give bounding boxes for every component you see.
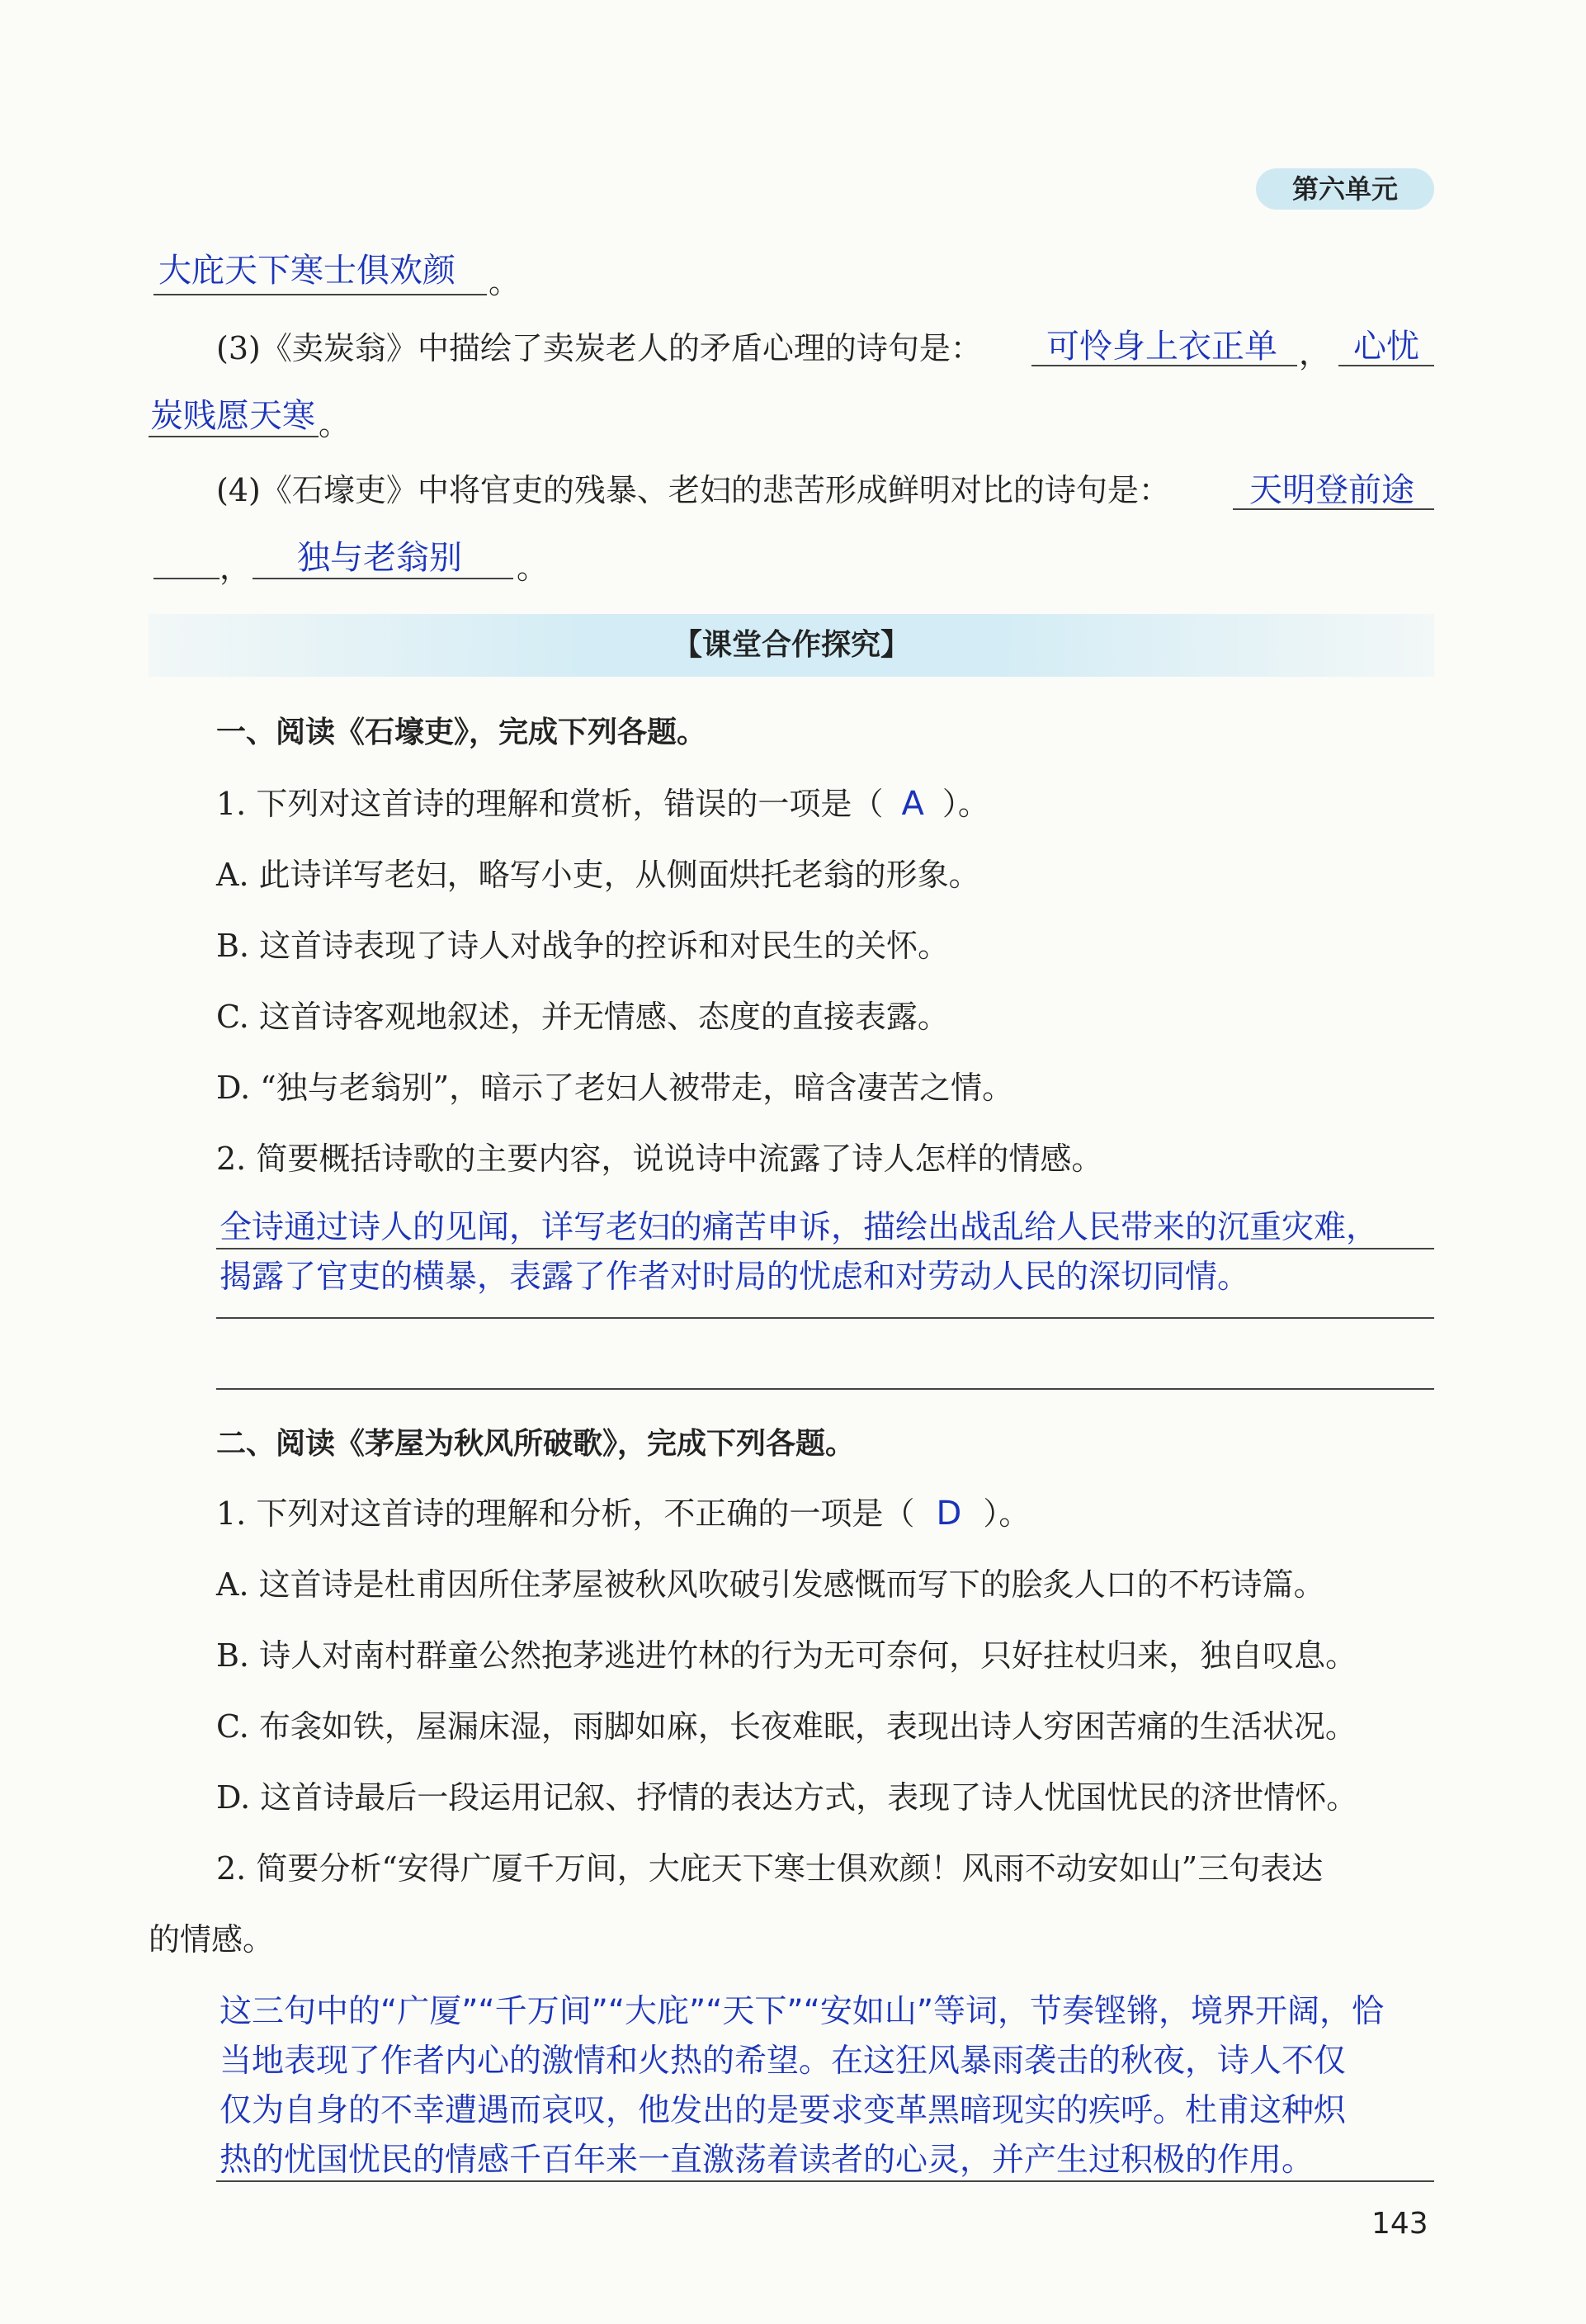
part1-heading: 一、阅读《石壕吏》，完成下列各题。 xyxy=(216,716,707,749)
prev-end: 。 xyxy=(489,264,521,300)
part1-q1-close: ）。 xyxy=(942,786,989,822)
q3-text: (3)《卖炭翁》中描绘了卖炭老人的矛盾心理的诗句是： xyxy=(216,330,982,366)
prev-answer: 大庇天下寒士俱欢颜 xyxy=(158,252,456,290)
part2-q1-answer: D xyxy=(936,1495,962,1533)
answer-underline xyxy=(1338,365,1434,366)
q4-answer-2: 独与老翁别 xyxy=(297,539,462,577)
part2-q2-answer-line: 这三句中的“广厦”“千万间”“大庇”“天下”“安如山”等词，节奏铿锵，境界开阔，恰 xyxy=(219,1993,1385,2030)
q3-answer-2b: 炭贱愿天寒 xyxy=(150,397,315,435)
answer-underline xyxy=(149,436,319,437)
part2-q2-answer-line: 热的忧国忧民的情感千百年来一直激荡着读者的心灵，并产生过积极的作用。 xyxy=(219,2142,1315,2179)
part2-option-b: B. 诗人对南村群童公然抱茅逃进竹林的行为无可奈何，只好拄杖归来，独自叹息。 xyxy=(216,1637,1357,1674)
section-banner: 【课堂合作探究】 xyxy=(149,614,1434,677)
q4-end: 。 xyxy=(517,550,549,586)
part1-option-a: A. 此诗详写老妇，略写小吏，从侧面烘托老翁的形象。 xyxy=(216,857,980,893)
part2-q2-answer-line: 仅为自身的不幸遭遇而哀叹，他发出的是要求变革黑暗现实的疾呼。杜甫这种炽 xyxy=(219,2092,1347,2129)
unit-badge: 第六单元 xyxy=(1256,168,1434,210)
part2-option-c: C. 布衾如铁，屋漏床湿，雨脚如麻，长夜难眠，表现出诗人穷困苦痛的生活状况。 xyxy=(216,1708,1357,1745)
answer-line xyxy=(216,1388,1434,1390)
answer-line xyxy=(216,1317,1434,1319)
q3-answer-1: 可怜身上衣正单 xyxy=(1046,328,1277,366)
part2-q1-close: ）。 xyxy=(983,1495,1031,1532)
part2-q2-answer-line: 当地表现了作者内心的激情和火热的希望。在这狂风暴雨袭击的秋夜，诗人不仅 xyxy=(219,2043,1347,2080)
page-number: 143 xyxy=(1371,2207,1428,2241)
part1-option-d: D. “独与老翁别”，暗示了老妇人被带走，暗含凄苦之情。 xyxy=(216,1070,1014,1106)
q4-comma: ， xyxy=(219,550,252,586)
q3-comma: ， xyxy=(1299,335,1331,371)
part1-q2-answer-line: 揭露了官吏的横暴，表露了作者对时局的忧虑和对劳动人民的深切同情。 xyxy=(219,1259,1250,1296)
part2-q2-line2: 的情感。 xyxy=(149,1921,275,1958)
part2-option-d: D. 这首诗最后一段运用记叙、抒情的表达方式，表现了诗人忧国忧民的济世情怀。 xyxy=(216,1779,1358,1816)
answer-line xyxy=(216,2180,1434,2182)
q4-answer-1: 天明登前途 xyxy=(1249,471,1414,509)
answer-underline xyxy=(153,294,487,295)
q3-answer-2a: 心忧 xyxy=(1353,328,1419,366)
part1-q2: 2. 简要概括诗歌的主要内容，说说诗中流露了诗人怎样的情感。 xyxy=(216,1141,1103,1177)
q3-end: 。 xyxy=(319,406,351,442)
answer-underline xyxy=(1031,365,1297,366)
part1-option-c: C. 这首诗客观地叙述，并无情感、态度的直接表露。 xyxy=(216,999,949,1035)
part1-q2-answer-line: 全诗通过诗人的见闻，详写老妇的痛苦申诉，描绘出战乱给人民带来的沉重灾难， xyxy=(219,1209,1379,1246)
part2-heading: 二、阅读《茅屋为秋风所破歌》，完成下列各题。 xyxy=(216,1427,856,1461)
part2-q1-text: 1. 下列对这首诗的理解和分析，不正确的一项是（ xyxy=(216,1495,915,1532)
part2-q1 xyxy=(216,1494,1030,1533)
q4-text: (4)《石壕吏》中将官吏的残暴、老妇的悲苦形成鲜明对比的诗句是： xyxy=(216,472,1170,508)
part1-option-b: B. 这首诗表现了诗人对战争的控诉和对民生的关怀。 xyxy=(216,928,950,964)
part1-q1-answer: A xyxy=(901,785,924,823)
part2-option-a: A. 这首诗是杜甫因所住茅屋被秋风吹破引发感慨而写下的脍炙人口的不朽诗篇。 xyxy=(216,1566,1325,1603)
answer-underline xyxy=(253,578,513,579)
answer-line xyxy=(216,1248,1434,1249)
part2-q2-line1: 2. 简要分析“安得广厦千万间，大庇天下寒士俱欢颜！风雨不动安如山”三句表达 xyxy=(216,1850,1324,1887)
answer-underline xyxy=(1233,508,1434,510)
part1-q1-text: 1. 下列对这首诗的理解和赏析，错误的一项是（ xyxy=(216,786,884,822)
part1-q1 xyxy=(216,784,989,824)
answer-underline xyxy=(153,578,219,579)
